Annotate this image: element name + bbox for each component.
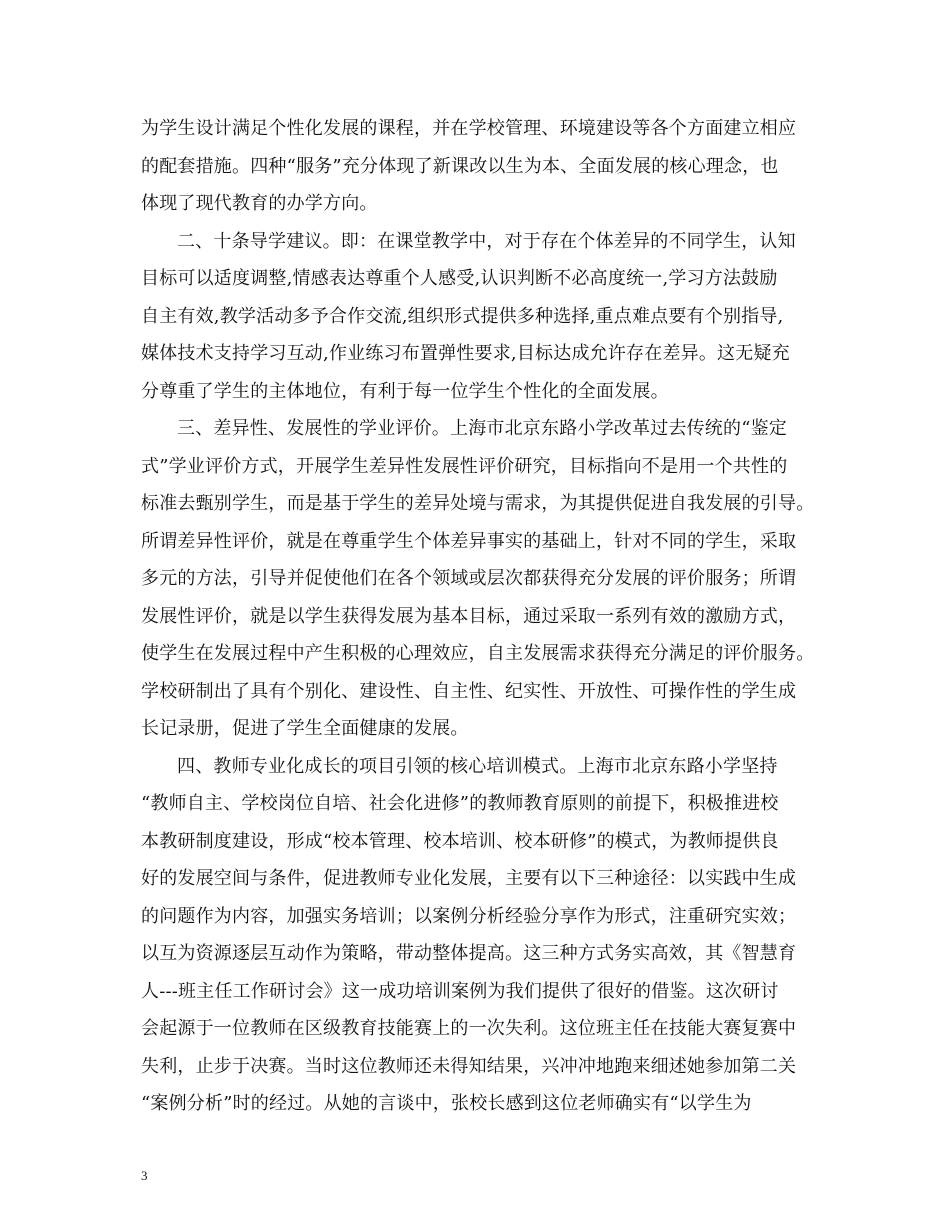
text-line: 所谓差异性评价，就是在尊重学生个体差异事实的基础上，针对不同的学生，采取	[141, 531, 797, 552]
text-line: 人---班主任工作研讨会》这一成功培训案例为我们提供了很好的借鉴。这次研讨	[141, 981, 779, 1002]
text-line: 好的发展空间与条件，促进教师专业化发展，主要有以下三种途径：以实践中生成	[141, 868, 797, 889]
text-line: 发展性评价，就是以学生获得发展为基本目标，通过采取一系列有效的激励方式，	[141, 606, 797, 627]
text-line: 分尊重了学生的主体地位，有利于每一位学生个性化的全面发展。	[141, 381, 669, 402]
text-line: 失利，止步于决赛。当时这位教师还未得知结果，兴冲冲地跑来细述她参加第二关	[141, 1056, 797, 1077]
text-line: 使学生在发展过程中产生积极的心理效应，自主发展需求获得充分满足的评价服务。	[141, 643, 815, 664]
text-line: 媒体技术支持学习互动,作业练习布置弹性要求,目标达成允许存在差异。这无疑充	[141, 343, 790, 364]
text-line: 的配套措施。四种“服务”充分体现了新课改以生为本、全面发展的核心理念，也	[141, 156, 779, 177]
text-line: 自主有效,教学活动多予合作交流,组织形式提供多种选择,重点难点要有个别指导,	[141, 306, 784, 327]
text-line: 会起源于一位教师在区级教育技能赛上的一次失利。这位班主任在技能大赛复赛中	[141, 1018, 797, 1039]
text-line: 标准去甄别学生，而是基于学生的差异处境与需求，为其提供促进自我发展的引导。	[141, 493, 815, 514]
text-line: 体现了现代教育的办学方向。	[141, 193, 378, 214]
text-line: 为学生设计满足个性化发展的课程，并在学校管理、环境建设等各个方面建立相应	[141, 118, 797, 139]
text-line: 式”学业评价方式，开展学生差异性发展性评价研究，目标指向不是用一个共性的	[141, 456, 788, 477]
text-line: 二、十条导学建议。即：在课堂教学中，对于存在个体差异的不同学生，认知	[177, 231, 796, 252]
text-line: 长记录册，促进了学生全面健康的发展。	[141, 718, 469, 739]
text-line: 多元的方法，引导并促使他们在各个领域或层次都获得充分发展的评价服务；所谓	[141, 568, 797, 589]
text-line: 目标可以适度调整,情感表达尊重个人感受,认识判断不必高度统一,学习方法鼓励	[141, 268, 778, 289]
text-line: 的问题作为内容，加强实务培训；以案例分析经验分享作为形式，注重研究实效；	[141, 906, 797, 927]
text-line: 四、教师专业化成长的项目引领的核心培训模式。上海市北京东路小学坚持	[177, 756, 778, 777]
text-line: 三、差异性、发展性的学业评价。上海市北京东路小学改革过去传统的“鉴定	[177, 418, 787, 439]
text-line: 本教研制度建设，形成“校本管理、校本培训、校本研修”的模式，为教师提供良	[141, 831, 779, 852]
page-number: 3	[141, 1168, 148, 1183]
text-line: “案例分析”时的经过。从她的言谈中，张校长感到这位老师确实有“以学生为	[141, 1093, 752, 1114]
text-line: “教师自主、学校岗位自培、社会化进修”的教师教育原则的前提下，积极推进校	[141, 793, 779, 814]
text-line: 学校研制出了具有个别化、建设性、自主性、纪实性、开放性、可操作性的学生成	[141, 681, 797, 702]
text-line: 以互为资源逐层互动作为策略，带动整体提高。这三种方式务实高效，其《智慧育	[141, 943, 797, 964]
